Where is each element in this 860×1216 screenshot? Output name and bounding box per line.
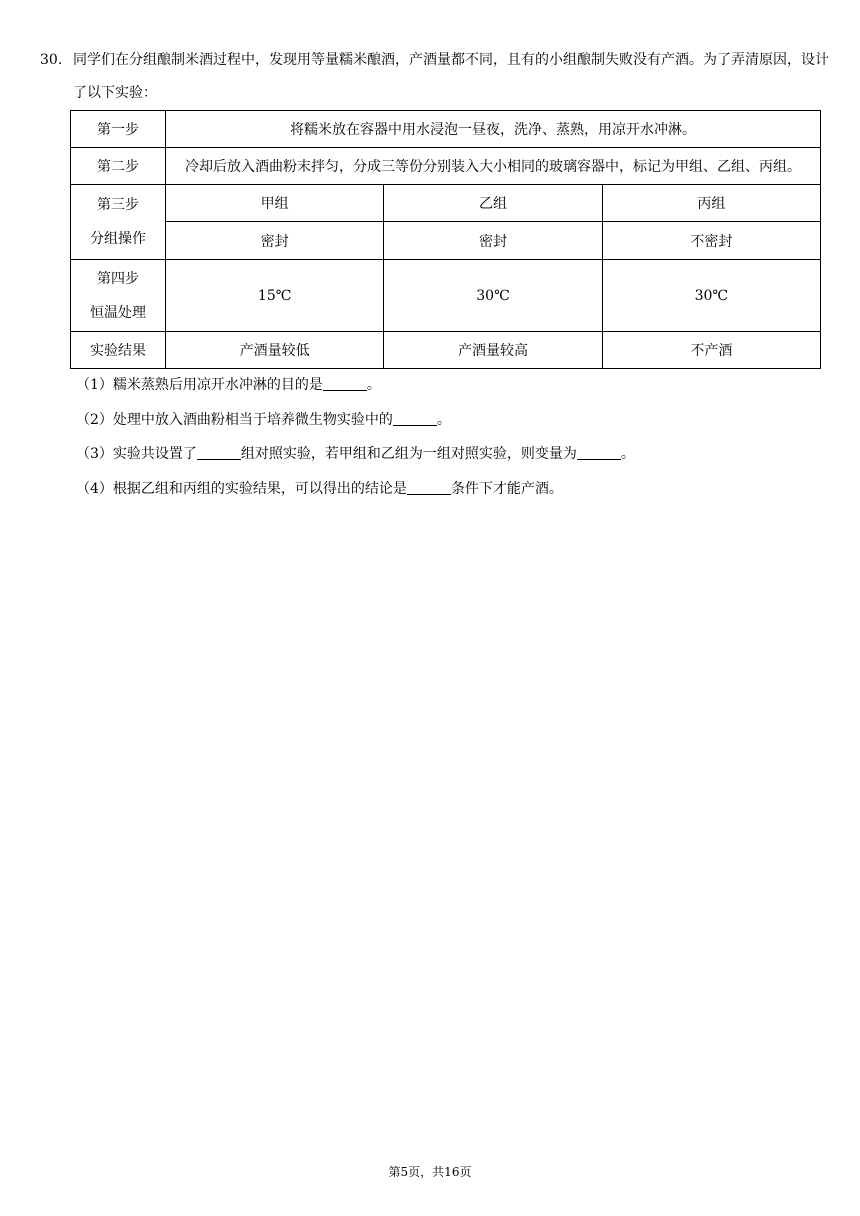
subq4-text: （4）根据乙组和丙组的实验结果，可以得出的结论是 [76, 481, 407, 497]
step1-content: 将糯米放在容器中用水浸泡一昼夜，洗净、蒸熟，用凉开水冲淋。 [166, 111, 821, 148]
step3-label [71, 185, 166, 260]
op-jia: 密封 [166, 222, 384, 260]
subq1-end: 。 [366, 377, 381, 393]
temp-jia: 15℃ [166, 260, 384, 332]
group-yi: 乙组 [384, 185, 602, 222]
temp-yi: 30℃ [384, 260, 602, 332]
question-intro: 同学们在分组酿制米酒过程中，发现用等量糯米酿酒，产酒量都不同，且有的小组酿制失败没有产酒。为了弄清原因，设计了以下实验： [73, 52, 829, 101]
step4-label-line1: 第四步 [97, 270, 139, 287]
step4-label-line2: 恒温处理 [90, 304, 146, 321]
table-row-step1 [71, 111, 821, 148]
experiment-table [70, 110, 821, 369]
result-yi: 产酒量较高 [384, 332, 602, 369]
subq3-mid: 组对照实验，若甲组和乙组为一组对照实验，则变量为 [240, 446, 577, 462]
answer-blank-4[interactable] [407, 480, 451, 495]
subquestion-1 [76, 374, 381, 394]
table-row-step4 [71, 260, 821, 332]
op-bing: 不密封 [602, 222, 820, 260]
subquestion-3 [76, 443, 635, 463]
step4-label [71, 260, 166, 332]
question-30 [40, 44, 830, 110]
result-label: 实验结果 [71, 332, 166, 369]
question-number: 30. [40, 52, 63, 68]
subq1-text: （1）糯米蒸熟后用凉开水冲淋的目的是 [76, 377, 323, 393]
subq2-text: （2）处理中放入酒曲粉相当于培养微生物实验中的 [76, 412, 393, 428]
op-yi: 密封 [384, 222, 602, 260]
result-jia: 产酒量较低 [166, 332, 384, 369]
step2-content: 冷却后放入酒曲粉末拌匀，分成三等份分别装入大小相同的玻璃容器中，标记为甲组、乙组、丙组。 [166, 148, 821, 185]
step2-label: 第二步 [71, 148, 166, 185]
result-bing: 不产酒 [602, 332, 820, 369]
table-row-step3-groups [71, 185, 821, 222]
answer-blank-1[interactable] [323, 376, 367, 391]
subq3-text: （3）实验共设置了 [76, 446, 197, 462]
subquestion-2 [76, 409, 451, 429]
subquestion-4 [76, 478, 563, 498]
step3-label-line1: 第三步 [97, 197, 139, 213]
subq4-end: 条件下才能产酒。 [450, 481, 563, 497]
answer-blank-3a[interactable] [197, 445, 241, 460]
temp-bing: 30℃ [602, 260, 820, 332]
table-row-step3-ops [71, 222, 821, 260]
page-footer: 第5页，共16页 [388, 1165, 472, 1179]
group-bing: 丙组 [602, 185, 820, 222]
answer-blank-2[interactable] [393, 411, 437, 426]
subq3-end: 。 [620, 446, 635, 462]
step1-label: 第一步 [71, 111, 166, 148]
subq2-end: 。 [436, 412, 451, 428]
table-row-step2 [71, 148, 821, 185]
answer-blank-3b[interactable] [577, 445, 621, 460]
step3-label-line2: 分组操作 [90, 231, 146, 247]
table-row-result [71, 332, 821, 369]
group-jia: 甲组 [166, 185, 384, 222]
